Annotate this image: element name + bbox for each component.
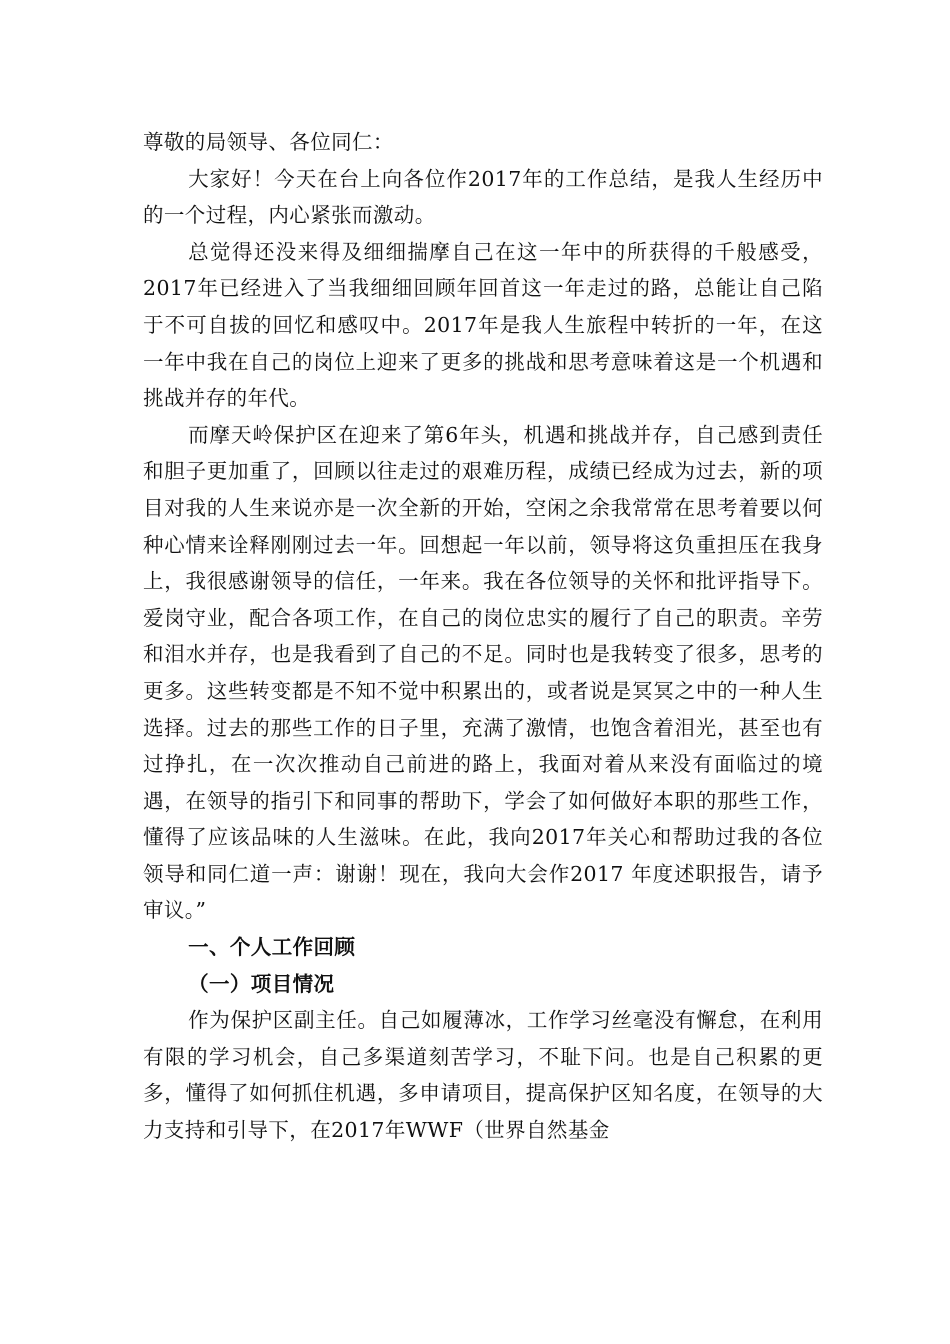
paragraph-greeting: 大家好！今天在台上向各位作2017年的工作总结，是我人生经历中的一个过程，内心紧张而激动。 bbox=[143, 166, 823, 228]
section-heading: 一、个人工作回顾 bbox=[188, 935, 356, 960]
paragraph-reflection: 总觉得还没来得及细细揣摩自己在这一年中的所获得的千般感受，2017年已经进入了当我细细回顾年回首这一年走过的路，总能让自己陷于不可自拔的回忆和感叹中。2017年是我人生旅程中转折的一年，在这一年中我在自己的岗位上迎来了更多的挑战和思考意味着这是一个机遇和挑战并存的年代。 bbox=[143, 239, 823, 411]
document-body bbox=[143, 124, 823, 1149]
paragraph-reserve: 而摩天岭保护区在迎来了第6年头，机遇和挑战并存，自己感到责任和胆子更加重了，回顾以往走过的艰难历程，成绩已经成为过去，新的项目对我的人生来说亦是一次全新的开始，空闲之余我常常在思考着要以何种心情来诠释刚刚过去一年。回想起一年以前，领导将这负重担压在我身上，我很感谢领导的信任，一年来。我在各位领导的关怀和批评指导下。爱岗守业，配合各项工作，在自己的岗位忠实的履行了自己的职责。辛劳和泪水并存，也是我看到了自己的不足。同时也是我转变了很多，思考的更多。这些转变都是不知不觉中积累出的，或者说是冥冥之中的一种人生选择。过去的那些工作的日子里，充满了激情，也饱含着泪光，甚至也有过挣扎，在一次次推动自己前进的路上，我面对着从来没有面临过的境遇，在领导的指引下和同事的帮助下，学会了如何做好本职的那些工作，懂得了应该品味的人生滋味。在此，我向2017年关心和帮助过我的各位领导和同仁道一声：谢谢！现在，我向大会作2017 年度述职报告，请予审议。” bbox=[143, 422, 823, 923]
paragraph-project: 作为保护区副主任。自己如履薄冰，工作学习丝毫没有懈怠，在利用有限的学习机会，自己多渠道刻苦学习，不耻下问。也是自己积累的更多，懂得了如何抓住机遇，多申请项目，提高保护区知名度，在领导的大力支持和引导下，在2017年WWF（世界自然基金 bbox=[143, 1008, 823, 1143]
subsection-heading: （一）项目情况 bbox=[188, 971, 335, 996]
salutation: 尊敬的局领导、各位同仁： bbox=[143, 130, 394, 154]
